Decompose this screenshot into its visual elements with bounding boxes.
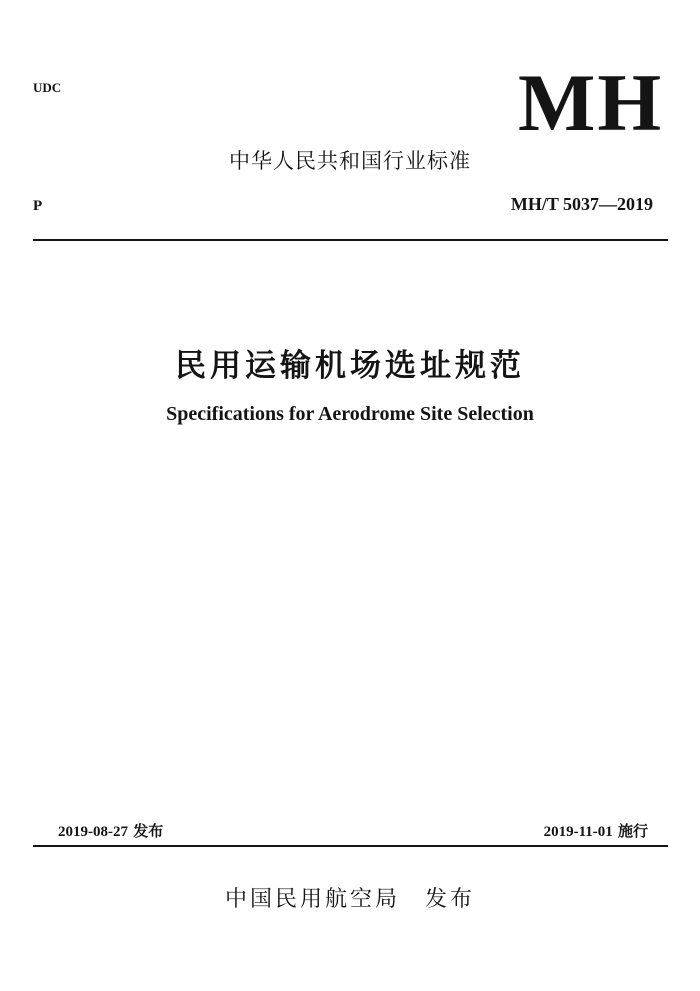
document-title-english: Specifications for Aerodrome Site Selection <box>166 403 534 425</box>
standard-class-text: 中华人民共和国行业标准 <box>229 149 471 173</box>
top-divider <box>33 239 668 241</box>
udc-label: UDC <box>33 80 62 95</box>
standard-class-heading <box>0 145 700 175</box>
effective-date-block <box>544 820 648 841</box>
issue-date-block <box>58 820 163 841</box>
bottom-divider <box>33 845 668 847</box>
standard-code: MH/T 5037—2019 <box>510 194 653 214</box>
p-mark: P <box>33 198 43 214</box>
mh-logo: MH <box>518 57 664 148</box>
publisher-line: 中国民用航空局 发布 <box>224 887 475 912</box>
issue-label: 发布 <box>133 822 164 840</box>
issue-date: 2019-08-27 <box>58 824 128 840</box>
document-title-chinese: 民用运输机场选址规范 <box>175 348 525 384</box>
effective-label: 施行 <box>617 822 648 840</box>
effective-date: 2019-11-01 <box>543 824 613 840</box>
